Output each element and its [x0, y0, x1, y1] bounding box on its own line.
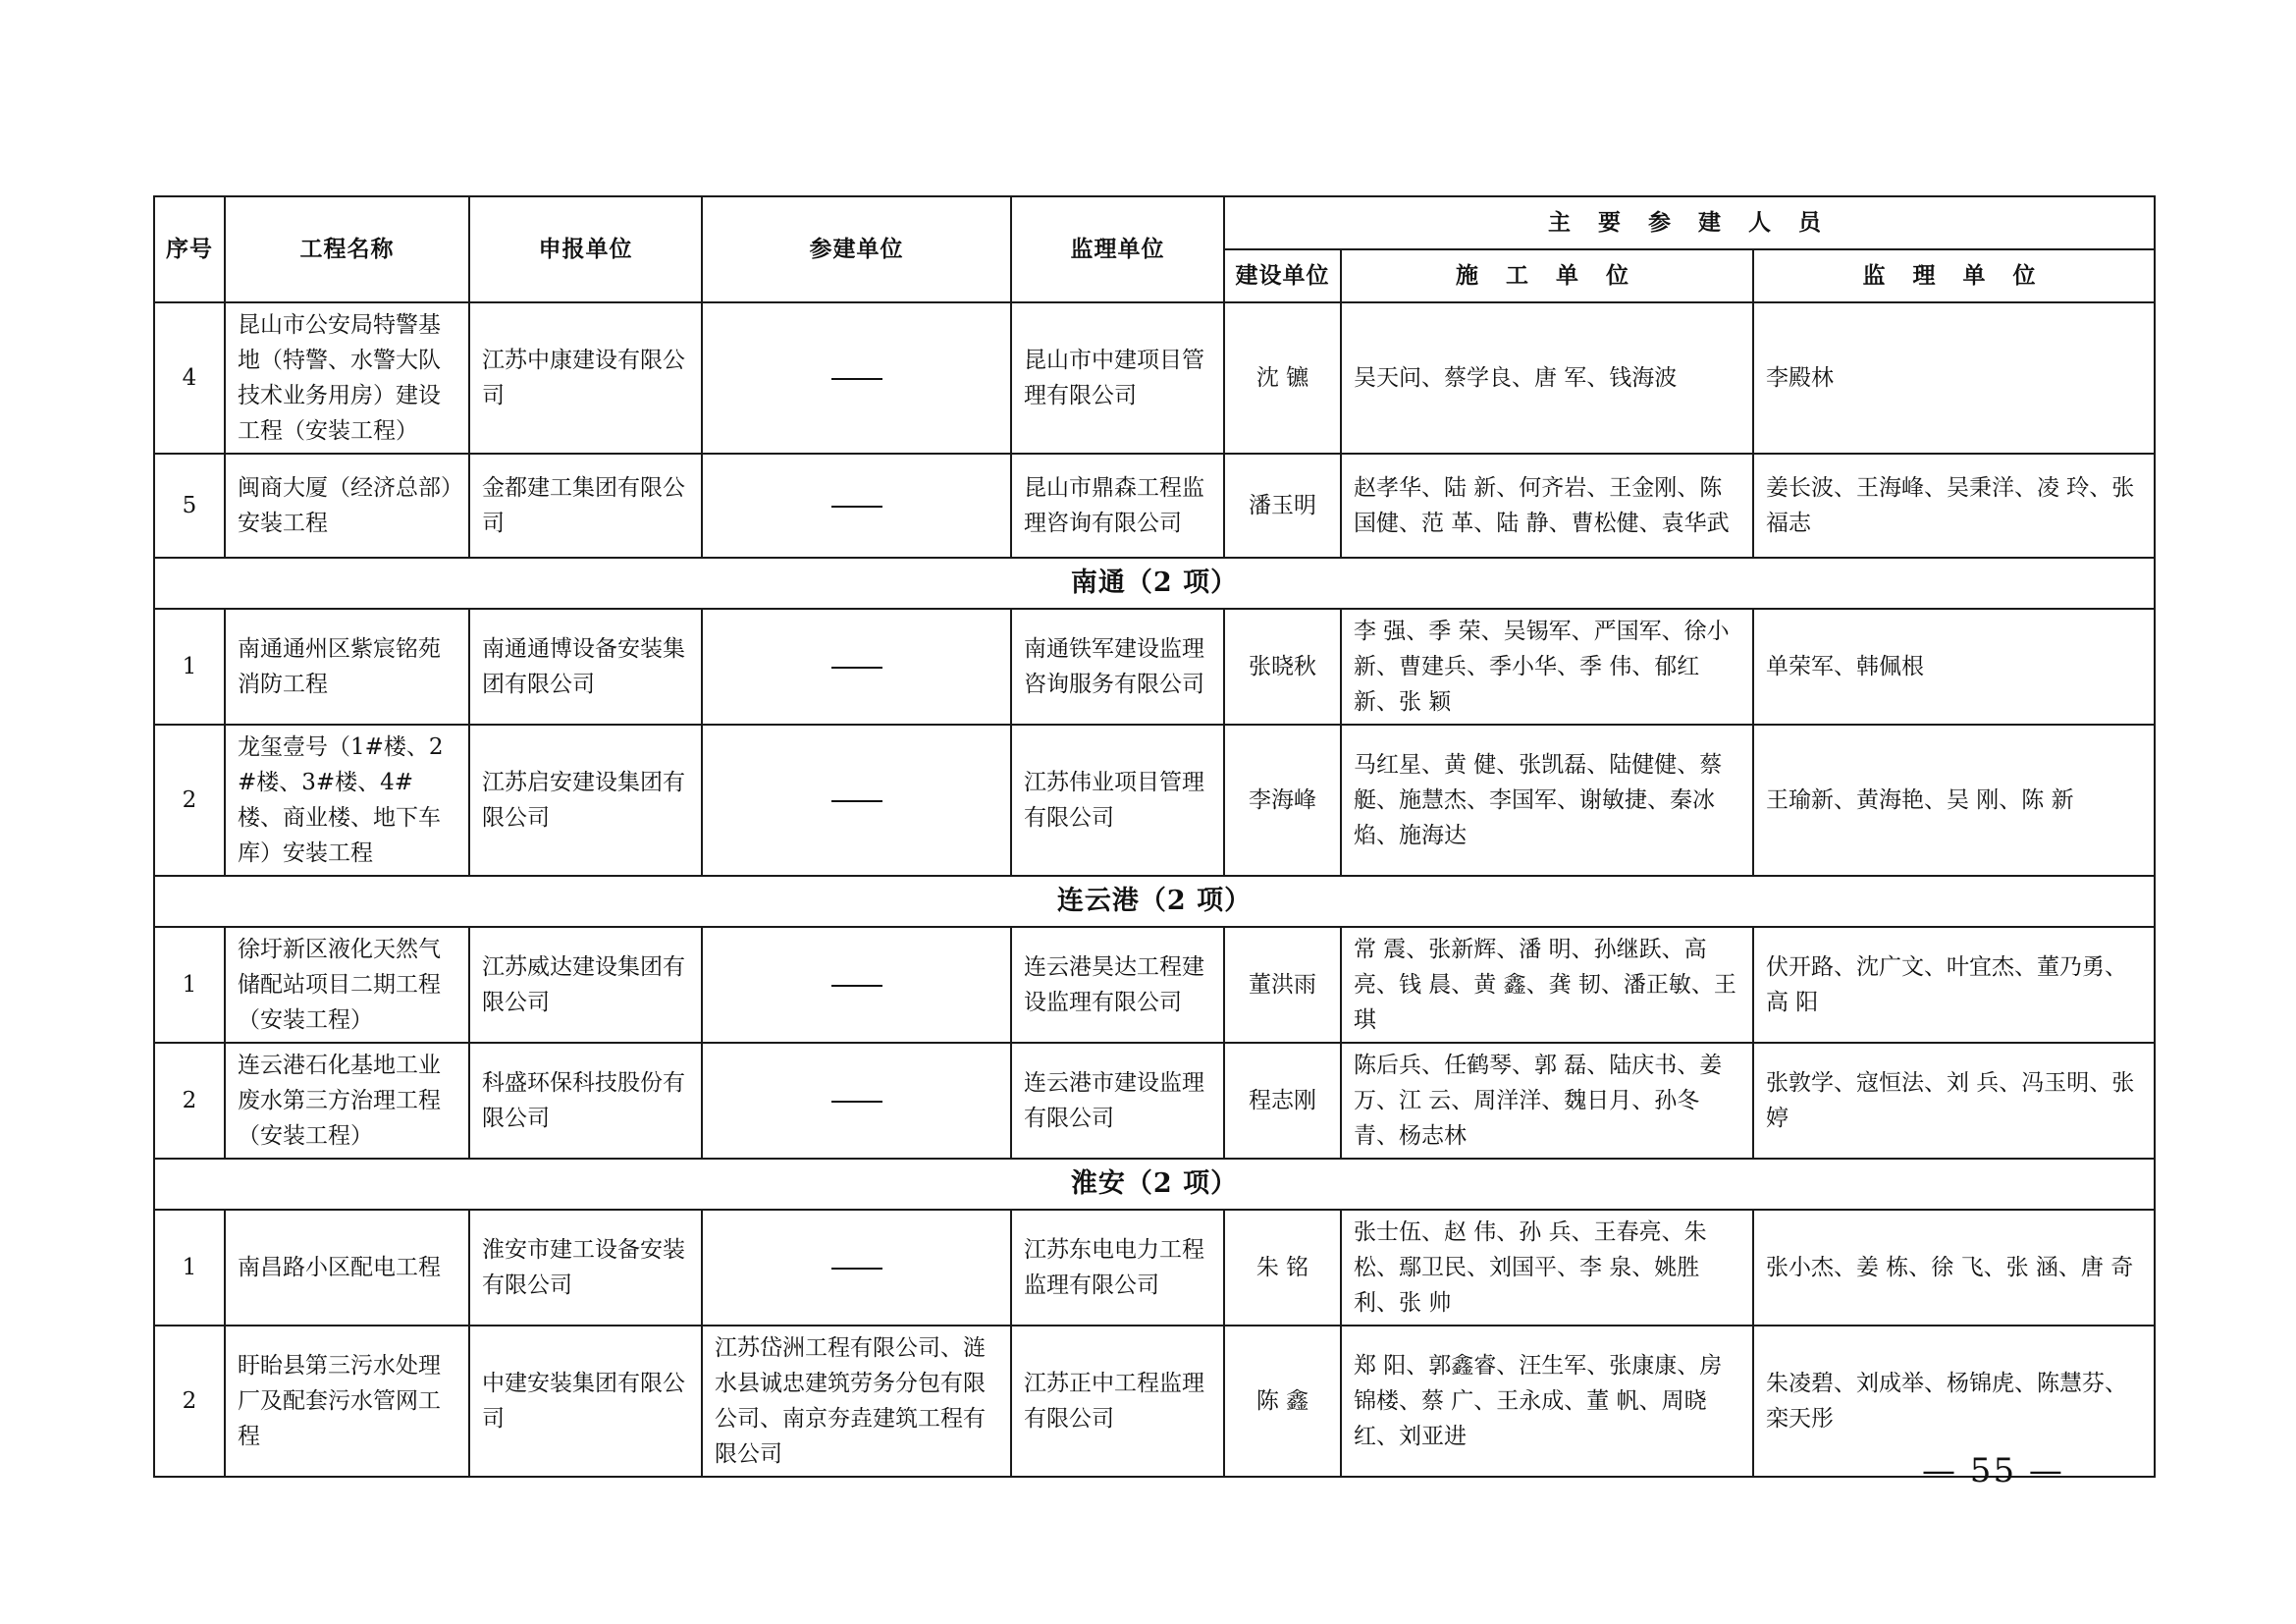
dash-mark — [831, 985, 882, 987]
row-applicant: 江苏中康建设有限公司 — [469, 302, 702, 454]
row-project: 昆山市公安局特警基地（特警、水警大队技术业务用房）建设工程（安装工程） — [225, 302, 469, 454]
row-builders: 郑 阳、郭鑫睿、汪生军、张康康、房锦楼、蔡 广、王永成、董 帆、周晓红、刘亚进 — [1341, 1326, 1753, 1477]
row-owner: 程志刚 — [1224, 1043, 1341, 1159]
row-applicant: 南通通博设备安装集团有限公司 — [469, 609, 702, 725]
row-no: 2 — [154, 725, 225, 876]
row-builders: 马红星、黄 健、张凯磊、陆健健、蔡 艇、施慧杰、李国军、谢敏捷、秦冰焰、施海达 — [1341, 725, 1753, 876]
header-row — [154, 196, 2155, 249]
table-row — [154, 1210, 2155, 1326]
row-applicant: 江苏启安建设集团有限公司 — [469, 725, 702, 876]
header-applicant: 申报单位 — [469, 196, 702, 302]
row-no: 2 — [154, 1043, 225, 1159]
row-no: 1 — [154, 609, 225, 725]
row-supervisor: 昆山市中建项目管理有限公司 — [1011, 302, 1224, 454]
row-supervisors: 朱凌碧、刘成举、杨锦虎、陈慧芬、栾天彤 — [1753, 1326, 2155, 1477]
dash-mark — [831, 378, 882, 380]
table-row — [154, 1326, 2155, 1477]
row-project: 徐圩新区液化天然气储配站项目二期工程（安装工程） — [225, 927, 469, 1043]
row-participant — [702, 609, 1011, 725]
group-title-nantong: 南通（2 项） — [154, 558, 2155, 609]
row-supervisors: 张敦学、寇恒法、刘 兵、冯玉明、张 婷 — [1753, 1043, 2155, 1159]
row-project: 盱眙县第三污水处理厂及配套污水管网工程 — [225, 1326, 469, 1477]
row-supervisors: 伏开路、沈广文、叶宜杰、董乃勇、高 阳 — [1753, 927, 2155, 1043]
row-supervisor: 江苏伟业项目管理有限公司 — [1011, 725, 1224, 876]
row-participant — [702, 302, 1011, 454]
row-supervisor: 南通铁军建设监理咨询服务有限公司 — [1011, 609, 1224, 725]
row-no: 1 — [154, 1210, 225, 1326]
header-main-personnel: 主 要 参 建 人 员 — [1224, 196, 2155, 249]
row-supervisors: 张小杰、姜 栋、徐 飞、张 涵、唐 奇 — [1753, 1210, 2155, 1326]
group-title-huaian: 淮安（2 项） — [154, 1159, 2155, 1210]
row-owner: 朱 铭 — [1224, 1210, 1341, 1326]
row-project: 连云港石化基地工业废水第三方治理工程（安装工程） — [225, 1043, 469, 1159]
page-number: — 55 — — [1922, 1451, 2064, 1490]
table-row — [154, 609, 2155, 725]
row-participant — [702, 927, 1011, 1043]
row-no: 5 — [154, 454, 225, 558]
row-supervisors: 王瑜新、黄海艳、吴 刚、陈 新 — [1753, 725, 2155, 876]
group-row — [154, 1159, 2155, 1210]
row-owner: 潘玉明 — [1224, 454, 1341, 558]
header-participant: 参建单位 — [702, 196, 1011, 302]
row-builders: 赵孝华、陆 新、何齐岩、王金刚、陈国健、范 革、陆 静、曹松健、袁华武 — [1341, 454, 1753, 558]
group-row — [154, 558, 2155, 609]
row-participant — [702, 725, 1011, 876]
row-supervisor: 连云港昊达工程建设监理有限公司 — [1011, 927, 1224, 1043]
row-owner: 董洪雨 — [1224, 927, 1341, 1043]
header-supervisor: 监理单位 — [1011, 196, 1224, 302]
row-applicant: 科盛环保科技股份有限公司 — [469, 1043, 702, 1159]
group-title-lianyungang: 连云港（2 项） — [154, 876, 2155, 927]
row-builders: 张士伍、赵 伟、孙 兵、王春亮、朱 松、鄢卫民、刘国平、李 泉、姚胜利、张 帅 — [1341, 1210, 1753, 1326]
dash-mark — [831, 667, 882, 669]
row-owner: 陈 鑫 — [1224, 1326, 1341, 1477]
row-supervisors: 姜长波、王海峰、吴秉洋、凌 玲、张福志 — [1753, 454, 2155, 558]
row-supervisor: 昆山市鼎森工程监理咨询有限公司 — [1011, 454, 1224, 558]
row-owner: 张晓秋 — [1224, 609, 1341, 725]
row-builders: 陈后兵、任鹤琴、郭 磊、陆庆书、姜 万、江 云、周洋洋、魏日月、孙冬青、杨志林 — [1341, 1043, 1753, 1159]
header-construction-unit: 建设单位 — [1224, 249, 1341, 302]
row-builders: 吴天问、蔡学良、唐 军、钱海波 — [1341, 302, 1753, 454]
row-no: 2 — [154, 1326, 225, 1477]
row-supervisor: 连云港市建设监理有限公司 — [1011, 1043, 1224, 1159]
row-project: 南昌路小区配电工程 — [225, 1210, 469, 1326]
row-participant — [702, 454, 1011, 558]
table-row — [154, 1043, 2155, 1159]
row-builders: 常 震、张新辉、潘 明、孙继跃、高 亮、钱 晨、黄 鑫、龚 韧、潘正敏、王 琪 — [1341, 927, 1753, 1043]
row-applicant: 金都建工集团有限公司 — [469, 454, 702, 558]
dash-mark — [831, 1101, 882, 1103]
header-builder-unit: 施 工 单 位 — [1341, 249, 1753, 302]
header-supervision-unit: 监 理 单 位 — [1753, 249, 2155, 302]
row-applicant: 中建安装集团有限公司 — [469, 1326, 702, 1477]
row-supervisors: 李殿林 — [1753, 302, 2155, 454]
dash-mark — [831, 1268, 882, 1270]
row-supervisor: 江苏东电电力工程监理有限公司 — [1011, 1210, 1224, 1326]
header-seq: 序号 — [154, 196, 225, 302]
row-project: 龙玺壹号（1#楼、2#楼、3#楼、4#楼、商业楼、地下车库）安装工程 — [225, 725, 469, 876]
project-table — [153, 195, 2156, 1478]
row-builders: 李 强、季 荣、吴锡军、严国军、徐小新、曹建兵、季小华、季 伟、郁红新、张 颖 — [1341, 609, 1753, 725]
row-participant: 江苏岱洲工程有限公司、涟水县诚忠建筑劳务分包有限公司、南京夯垚建筑工程有限公司 — [702, 1326, 1011, 1477]
table-row — [154, 302, 2155, 454]
row-no: 4 — [154, 302, 225, 454]
row-supervisor: 江苏正中工程监理有限公司 — [1011, 1326, 1224, 1477]
header-project: 工程名称 — [225, 196, 469, 302]
table-row — [154, 927, 2155, 1043]
table-row — [154, 725, 2155, 876]
table-row — [154, 454, 2155, 558]
row-project: 南通通州区紫宸铭苑消防工程 — [225, 609, 469, 725]
row-supervisors: 单荣军、韩佩根 — [1753, 609, 2155, 725]
row-no: 1 — [154, 927, 225, 1043]
row-owner: 李海峰 — [1224, 725, 1341, 876]
dash-mark — [831, 800, 882, 802]
row-owner: 沈 镳 — [1224, 302, 1341, 454]
row-project: 闽商大厦（经济总部）安装工程 — [225, 454, 469, 558]
group-row — [154, 876, 2155, 927]
row-participant — [702, 1043, 1011, 1159]
row-applicant: 淮安市建工设备安装有限公司 — [469, 1210, 702, 1326]
row-participant — [702, 1210, 1011, 1326]
row-applicant: 江苏威达建设集团有限公司 — [469, 927, 702, 1043]
dash-mark — [831, 506, 882, 508]
